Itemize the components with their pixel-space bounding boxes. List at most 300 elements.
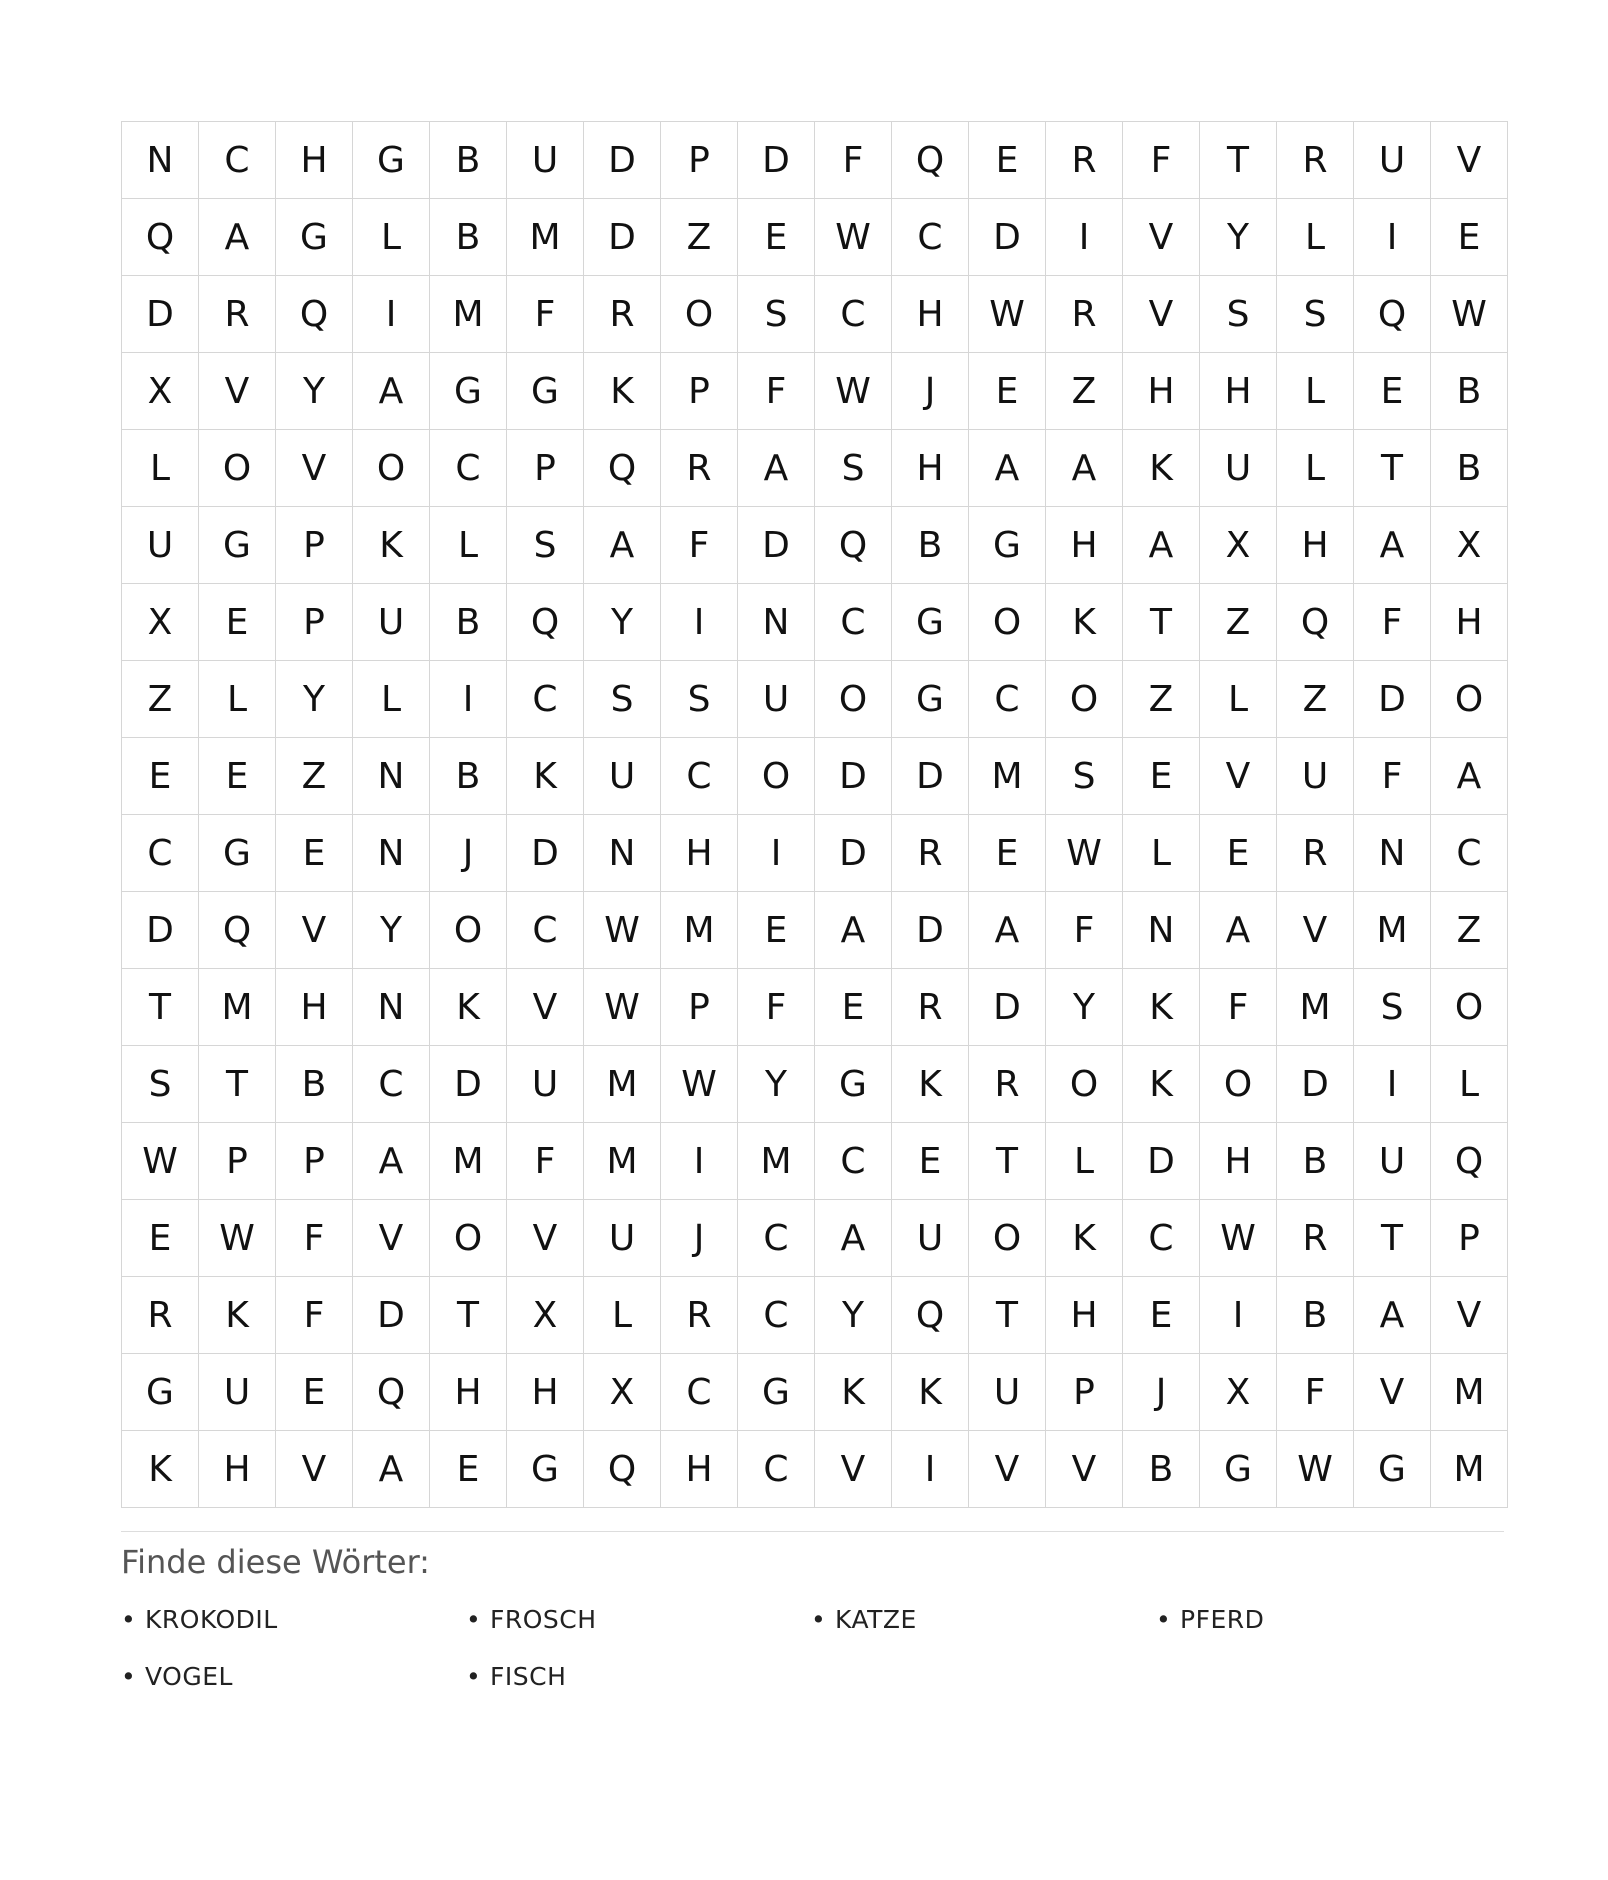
grid-cell[interactable]: H — [430, 1354, 507, 1431]
grid-cell[interactable]: Y — [276, 353, 353, 430]
grid-cell[interactable]: L — [584, 1277, 661, 1354]
grid-cell[interactable]: M — [584, 1123, 661, 1200]
grid-cell[interactable]: P — [661, 969, 738, 1046]
grid-cell[interactable]: L — [1200, 661, 1277, 738]
grid-cell[interactable]: V — [1277, 892, 1354, 969]
grid-cell[interactable]: S — [1200, 276, 1277, 353]
grid-cell[interactable]: B — [276, 1046, 353, 1123]
grid-cell[interactable]: R — [661, 1277, 738, 1354]
grid-cell[interactable]: A — [353, 1431, 430, 1508]
grid-cell[interactable]: C — [738, 1431, 815, 1508]
grid-cell[interactable]: B — [430, 738, 507, 815]
grid-cell[interactable]: B — [1277, 1277, 1354, 1354]
grid-cell[interactable]: L — [1277, 430, 1354, 507]
grid-cell[interactable]: G — [199, 815, 276, 892]
grid-cell[interactable]: W — [1200, 1200, 1277, 1277]
grid-cell[interactable]: S — [122, 1046, 199, 1123]
grid-cell[interactable]: P — [199, 1123, 276, 1200]
grid-cell[interactable]: V — [199, 353, 276, 430]
grid-cell[interactable]: F — [738, 969, 815, 1046]
grid-cell[interactable]: Z — [122, 661, 199, 738]
grid-cell[interactable]: G — [507, 353, 584, 430]
grid-cell[interactable]: U — [507, 1046, 584, 1123]
grid-cell[interactable]: O — [969, 1200, 1046, 1277]
grid-cell[interactable]: C — [122, 815, 199, 892]
grid-cell[interactable]: L — [1277, 353, 1354, 430]
grid-cell[interactable]: V — [1046, 1431, 1123, 1508]
grid-cell[interactable]: Y — [1200, 199, 1277, 276]
grid-cell[interactable]: E — [1123, 1277, 1200, 1354]
grid-cell[interactable]: A — [353, 353, 430, 430]
grid-cell[interactable]: T — [122, 969, 199, 1046]
grid-cell[interactable]: E — [969, 353, 1046, 430]
grid-cell[interactable]: H — [892, 276, 969, 353]
grid-cell[interactable]: H — [1046, 507, 1123, 584]
grid-cell[interactable]: M — [1431, 1354, 1508, 1431]
grid-cell[interactable]: K — [892, 1354, 969, 1431]
grid-cell[interactable]: C — [969, 661, 1046, 738]
grid-cell[interactable]: U — [507, 122, 584, 199]
grid-cell[interactable]: L — [1123, 815, 1200, 892]
grid-cell[interactable]: E — [122, 738, 199, 815]
grid-cell[interactable]: R — [892, 815, 969, 892]
grid-cell[interactable]: K — [430, 969, 507, 1046]
grid-cell[interactable]: D — [892, 738, 969, 815]
grid-cell[interactable]: Q — [199, 892, 276, 969]
grid-cell[interactable]: Z — [1123, 661, 1200, 738]
grid-cell[interactable]: D — [122, 276, 199, 353]
grid-cell[interactable]: W — [199, 1200, 276, 1277]
grid-cell[interactable]: C — [815, 1123, 892, 1200]
grid-cell[interactable]: Q — [1277, 584, 1354, 661]
grid-cell[interactable]: B — [1123, 1431, 1200, 1508]
grid-cell[interactable]: H — [892, 430, 969, 507]
grid-cell[interactable]: A — [584, 507, 661, 584]
grid-cell[interactable]: G — [122, 1354, 199, 1431]
grid-cell[interactable]: D — [1354, 661, 1431, 738]
grid-cell[interactable]: Y — [353, 892, 430, 969]
grid-cell[interactable]: C — [738, 1200, 815, 1277]
grid-cell[interactable]: W — [122, 1123, 199, 1200]
grid-cell[interactable]: K — [1123, 430, 1200, 507]
grid-cell[interactable]: O — [199, 430, 276, 507]
grid-cell[interactable]: Y — [815, 1277, 892, 1354]
grid-cell[interactable]: I — [661, 584, 738, 661]
grid-cell[interactable]: R — [199, 276, 276, 353]
grid-cell[interactable]: S — [507, 507, 584, 584]
grid-cell[interactable]: F — [276, 1277, 353, 1354]
grid-cell[interactable]: I — [1354, 1046, 1431, 1123]
grid-cell[interactable]: D — [584, 199, 661, 276]
grid-cell[interactable]: F — [1277, 1354, 1354, 1431]
grid-cell[interactable]: D — [584, 122, 661, 199]
grid-cell[interactable]: Z — [1431, 892, 1508, 969]
grid-cell[interactable]: X — [1200, 507, 1277, 584]
grid-cell[interactable]: O — [353, 430, 430, 507]
grid-cell[interactable]: F — [1354, 738, 1431, 815]
grid-cell[interactable]: I — [1200, 1277, 1277, 1354]
grid-cell[interactable]: O — [661, 276, 738, 353]
grid-cell[interactable]: Q — [892, 122, 969, 199]
grid-cell[interactable]: E — [199, 738, 276, 815]
grid-cell[interactable]: J — [1123, 1354, 1200, 1431]
grid-cell[interactable]: D — [1277, 1046, 1354, 1123]
grid-cell[interactable]: L — [199, 661, 276, 738]
grid-cell[interactable]: E — [199, 584, 276, 661]
grid-cell[interactable]: D — [122, 892, 199, 969]
grid-cell[interactable]: M — [1431, 1431, 1508, 1508]
grid-cell[interactable]: Y — [738, 1046, 815, 1123]
grid-cell[interactable]: E — [738, 892, 815, 969]
grid-cell[interactable]: O — [1431, 661, 1508, 738]
grid-cell[interactable]: V — [1354, 1354, 1431, 1431]
grid-cell[interactable]: A — [1200, 892, 1277, 969]
grid-cell[interactable]: V — [353, 1200, 430, 1277]
grid-cell[interactable]: E — [1354, 353, 1431, 430]
grid-cell[interactable]: Q — [892, 1277, 969, 1354]
grid-cell[interactable]: M — [969, 738, 1046, 815]
grid-cell[interactable]: U — [738, 661, 815, 738]
grid-cell[interactable]: P — [276, 584, 353, 661]
grid-cell[interactable]: V — [276, 1431, 353, 1508]
grid-cell[interactable]: J — [892, 353, 969, 430]
grid-cell[interactable]: A — [1123, 507, 1200, 584]
grid-cell[interactable]: C — [430, 430, 507, 507]
grid-cell[interactable]: U — [199, 1354, 276, 1431]
grid-cell[interactable]: T — [1354, 1200, 1431, 1277]
grid-cell[interactable]: V — [1123, 276, 1200, 353]
grid-cell[interactable]: D — [969, 969, 1046, 1046]
grid-cell[interactable]: G — [199, 507, 276, 584]
grid-cell[interactable]: W — [1431, 276, 1508, 353]
grid-cell[interactable]: M — [430, 276, 507, 353]
grid-cell[interactable]: I — [738, 815, 815, 892]
grid-cell[interactable]: R — [661, 430, 738, 507]
grid-cell[interactable]: P — [1431, 1200, 1508, 1277]
grid-cell[interactable]: O — [969, 584, 1046, 661]
grid-cell[interactable]: D — [353, 1277, 430, 1354]
grid-cell[interactable]: K — [122, 1431, 199, 1508]
grid-cell[interactable]: D — [738, 507, 815, 584]
grid-cell[interactable]: S — [738, 276, 815, 353]
grid-cell[interactable]: V — [507, 1200, 584, 1277]
grid-cell[interactable]: C — [507, 661, 584, 738]
grid-cell[interactable]: V — [276, 430, 353, 507]
grid-cell[interactable]: B — [1431, 353, 1508, 430]
grid-cell[interactable]: H — [1200, 353, 1277, 430]
grid-cell[interactable]: X — [122, 353, 199, 430]
grid-cell[interactable]: R — [892, 969, 969, 1046]
grid-cell[interactable]: U — [1200, 430, 1277, 507]
grid-cell[interactable]: P — [276, 507, 353, 584]
grid-cell[interactable]: E — [122, 1200, 199, 1277]
grid-cell[interactable]: B — [892, 507, 969, 584]
grid-cell[interactable]: G — [507, 1431, 584, 1508]
grid-cell[interactable]: X — [507, 1277, 584, 1354]
grid-cell[interactable]: K — [507, 738, 584, 815]
grid-cell[interactable]: A — [738, 430, 815, 507]
grid-cell[interactable]: S — [1277, 276, 1354, 353]
grid-cell[interactable]: O — [430, 1200, 507, 1277]
grid-cell[interactable]: S — [584, 661, 661, 738]
grid-cell[interactable]: F — [1046, 892, 1123, 969]
grid-cell[interactable]: J — [430, 815, 507, 892]
grid-cell[interactable]: E — [738, 199, 815, 276]
grid-cell[interactable]: D — [892, 892, 969, 969]
grid-cell[interactable]: T — [430, 1277, 507, 1354]
grid-cell[interactable]: R — [1277, 815, 1354, 892]
grid-cell[interactable]: Z — [661, 199, 738, 276]
grid-cell[interactable]: T — [969, 1123, 1046, 1200]
grid-cell[interactable]: G — [738, 1354, 815, 1431]
grid-cell[interactable]: A — [969, 430, 1046, 507]
grid-cell[interactable]: B — [430, 584, 507, 661]
grid-cell[interactable]: D — [738, 122, 815, 199]
grid-cell[interactable]: E — [1123, 738, 1200, 815]
grid-cell[interactable]: K — [584, 353, 661, 430]
grid-cell[interactable]: V — [815, 1431, 892, 1508]
grid-cell[interactable]: S — [661, 661, 738, 738]
grid-cell[interactable]: K — [353, 507, 430, 584]
grid-cell[interactable]: A — [353, 1123, 430, 1200]
grid-cell[interactable]: O — [430, 892, 507, 969]
grid-cell[interactable]: Q — [584, 430, 661, 507]
grid-cell[interactable]: V — [1431, 122, 1508, 199]
grid-cell[interactable]: U — [892, 1200, 969, 1277]
grid-cell[interactable]: W — [661, 1046, 738, 1123]
grid-cell[interactable]: C — [353, 1046, 430, 1123]
grid-cell[interactable]: H — [1046, 1277, 1123, 1354]
grid-cell[interactable]: G — [969, 507, 1046, 584]
grid-cell[interactable]: W — [815, 353, 892, 430]
grid-cell[interactable]: E — [969, 815, 1046, 892]
grid-cell[interactable]: O — [1200, 1046, 1277, 1123]
grid-cell[interactable]: X — [1431, 507, 1508, 584]
grid-cell[interactable]: E — [276, 1354, 353, 1431]
grid-cell[interactable]: Q — [507, 584, 584, 661]
grid-cell[interactable]: F — [815, 122, 892, 199]
grid-cell[interactable]: E — [1431, 199, 1508, 276]
grid-cell[interactable]: A — [1431, 738, 1508, 815]
grid-cell[interactable]: B — [430, 122, 507, 199]
grid-cell[interactable]: I — [1354, 199, 1431, 276]
grid-cell[interactable]: U — [969, 1354, 1046, 1431]
grid-cell[interactable]: O — [1046, 661, 1123, 738]
grid-cell[interactable]: I — [892, 1431, 969, 1508]
grid-cell[interactable]: L — [122, 430, 199, 507]
grid-cell[interactable]: A — [1354, 1277, 1431, 1354]
grid-cell[interactable]: Q — [122, 199, 199, 276]
grid-cell[interactable]: B — [1431, 430, 1508, 507]
grid-cell[interactable]: Q — [276, 276, 353, 353]
grid-cell[interactable]: C — [1431, 815, 1508, 892]
grid-cell[interactable]: R — [122, 1277, 199, 1354]
grid-cell[interactable]: H — [1277, 507, 1354, 584]
grid-cell[interactable]: D — [815, 738, 892, 815]
grid-cell[interactable]: Q — [353, 1354, 430, 1431]
grid-cell[interactable]: F — [738, 353, 815, 430]
grid-cell[interactable]: T — [1123, 584, 1200, 661]
grid-cell[interactable]: N — [122, 122, 199, 199]
grid-cell[interactable]: A — [815, 892, 892, 969]
grid-cell[interactable]: N — [353, 738, 430, 815]
grid-cell[interactable]: C — [661, 1354, 738, 1431]
grid-cell[interactable]: P — [1046, 1354, 1123, 1431]
grid-cell[interactable]: N — [1123, 892, 1200, 969]
grid-cell[interactable]: F — [1200, 969, 1277, 1046]
grid-cell[interactable]: Q — [1431, 1123, 1508, 1200]
grid-cell[interactable]: F — [661, 507, 738, 584]
grid-cell[interactable]: C — [738, 1277, 815, 1354]
grid-cell[interactable]: M — [430, 1123, 507, 1200]
grid-cell[interactable]: L — [430, 507, 507, 584]
grid-cell[interactable]: C — [199, 122, 276, 199]
grid-cell[interactable]: M — [661, 892, 738, 969]
grid-cell[interactable]: V — [1200, 738, 1277, 815]
grid-cell[interactable]: B — [1277, 1123, 1354, 1200]
grid-cell[interactable]: W — [969, 276, 1046, 353]
grid-cell[interactable]: P — [661, 122, 738, 199]
grid-cell[interactable]: U — [584, 1200, 661, 1277]
grid-cell[interactable]: U — [122, 507, 199, 584]
grid-cell[interactable]: X — [1200, 1354, 1277, 1431]
grid-cell[interactable]: K — [892, 1046, 969, 1123]
grid-cell[interactable]: Z — [1200, 584, 1277, 661]
grid-cell[interactable]: O — [738, 738, 815, 815]
grid-cell[interactable]: F — [507, 1123, 584, 1200]
grid-cell[interactable]: M — [507, 199, 584, 276]
grid-cell[interactable]: C — [892, 199, 969, 276]
grid-cell[interactable]: A — [199, 199, 276, 276]
grid-cell[interactable]: J — [661, 1200, 738, 1277]
grid-cell[interactable]: Q — [815, 507, 892, 584]
grid-cell[interactable]: H — [661, 815, 738, 892]
grid-cell[interactable]: D — [430, 1046, 507, 1123]
grid-cell[interactable]: V — [276, 892, 353, 969]
grid-cell[interactable]: L — [1046, 1123, 1123, 1200]
grid-cell[interactable]: K — [1123, 969, 1200, 1046]
grid-cell[interactable]: V — [507, 969, 584, 1046]
grid-cell[interactable]: C — [1123, 1200, 1200, 1277]
grid-cell[interactable]: A — [969, 892, 1046, 969]
grid-cell[interactable]: W — [1277, 1431, 1354, 1508]
grid-cell[interactable]: E — [815, 969, 892, 1046]
grid-cell[interactable]: E — [969, 122, 1046, 199]
grid-cell[interactable]: Q — [584, 1431, 661, 1508]
grid-cell[interactable]: G — [815, 1046, 892, 1123]
grid-cell[interactable]: G — [353, 122, 430, 199]
grid-cell[interactable]: G — [1200, 1431, 1277, 1508]
grid-cell[interactable]: I — [353, 276, 430, 353]
grid-cell[interactable]: H — [507, 1354, 584, 1431]
grid-cell[interactable]: W — [584, 892, 661, 969]
grid-cell[interactable]: S — [1046, 738, 1123, 815]
grid-cell[interactable]: G — [892, 584, 969, 661]
grid-cell[interactable]: Y — [584, 584, 661, 661]
grid-cell[interactable]: T — [969, 1277, 1046, 1354]
grid-cell[interactable]: Z — [1046, 353, 1123, 430]
grid-cell[interactable]: F — [276, 1200, 353, 1277]
grid-cell[interactable]: U — [1354, 122, 1431, 199]
grid-cell[interactable]: L — [353, 199, 430, 276]
grid-cell[interactable]: E — [1200, 815, 1277, 892]
grid-cell[interactable]: O — [1431, 969, 1508, 1046]
grid-cell[interactable]: T — [1200, 122, 1277, 199]
grid-cell[interactable]: T — [199, 1046, 276, 1123]
grid-cell[interactable]: F — [1354, 584, 1431, 661]
grid-cell[interactable]: R — [584, 276, 661, 353]
grid-cell[interactable]: K — [1046, 584, 1123, 661]
grid-cell[interactable]: R — [969, 1046, 1046, 1123]
grid-cell[interactable]: D — [1123, 1123, 1200, 1200]
grid-cell[interactable]: N — [738, 584, 815, 661]
grid-cell[interactable]: Q — [1354, 276, 1431, 353]
grid-cell[interactable]: H — [661, 1431, 738, 1508]
grid-cell[interactable]: T — [1354, 430, 1431, 507]
grid-cell[interactable]: A — [1354, 507, 1431, 584]
grid-cell[interactable]: X — [584, 1354, 661, 1431]
grid-cell[interactable]: U — [1277, 738, 1354, 815]
grid-cell[interactable]: A — [815, 1200, 892, 1277]
grid-cell[interactable]: R — [1277, 1200, 1354, 1277]
grid-cell[interactable]: U — [584, 738, 661, 815]
grid-cell[interactable]: P — [661, 353, 738, 430]
grid-cell[interactable]: A — [1046, 430, 1123, 507]
grid-cell[interactable]: M — [199, 969, 276, 1046]
grid-cell[interactable]: F — [1123, 122, 1200, 199]
grid-cell[interactable]: U — [353, 584, 430, 661]
grid-cell[interactable]: O — [1046, 1046, 1123, 1123]
grid-cell[interactable]: C — [815, 276, 892, 353]
grid-cell[interactable]: K — [1046, 1200, 1123, 1277]
grid-cell[interactable]: Z — [1277, 661, 1354, 738]
grid-cell[interactable]: N — [1354, 815, 1431, 892]
grid-cell[interactable]: G — [276, 199, 353, 276]
grid-cell[interactable]: D — [969, 199, 1046, 276]
grid-cell[interactable]: V — [969, 1431, 1046, 1508]
grid-cell[interactable]: C — [815, 584, 892, 661]
grid-cell[interactable]: R — [1046, 122, 1123, 199]
grid-cell[interactable]: P — [276, 1123, 353, 1200]
grid-cell[interactable]: F — [507, 276, 584, 353]
grid-cell[interactable]: I — [661, 1123, 738, 1200]
grid-cell[interactable]: W — [584, 969, 661, 1046]
grid-cell[interactable]: X — [122, 584, 199, 661]
grid-cell[interactable]: I — [1046, 199, 1123, 276]
grid-cell[interactable]: D — [815, 815, 892, 892]
grid-cell[interactable]: C — [507, 892, 584, 969]
grid-cell[interactable]: U — [1354, 1123, 1431, 1200]
grid-cell[interactable]: H — [1200, 1123, 1277, 1200]
grid-cell[interactable]: M — [1277, 969, 1354, 1046]
grid-cell[interactable]: W — [815, 199, 892, 276]
grid-cell[interactable]: H — [276, 122, 353, 199]
grid-cell[interactable]: E — [892, 1123, 969, 1200]
grid-cell[interactable]: V — [1431, 1277, 1508, 1354]
grid-cell[interactable]: H — [276, 969, 353, 1046]
grid-cell[interactable]: L — [353, 661, 430, 738]
grid-cell[interactable]: H — [1123, 353, 1200, 430]
grid-cell[interactable]: H — [199, 1431, 276, 1508]
grid-cell[interactable]: G — [1354, 1431, 1431, 1508]
grid-cell[interactable]: Y — [1046, 969, 1123, 1046]
grid-cell[interactable]: C — [661, 738, 738, 815]
grid-cell[interactable]: N — [353, 969, 430, 1046]
grid-cell[interactable]: S — [815, 430, 892, 507]
grid-cell[interactable]: K — [815, 1354, 892, 1431]
grid-cell[interactable]: V — [1123, 199, 1200, 276]
grid-cell[interactable]: P — [507, 430, 584, 507]
